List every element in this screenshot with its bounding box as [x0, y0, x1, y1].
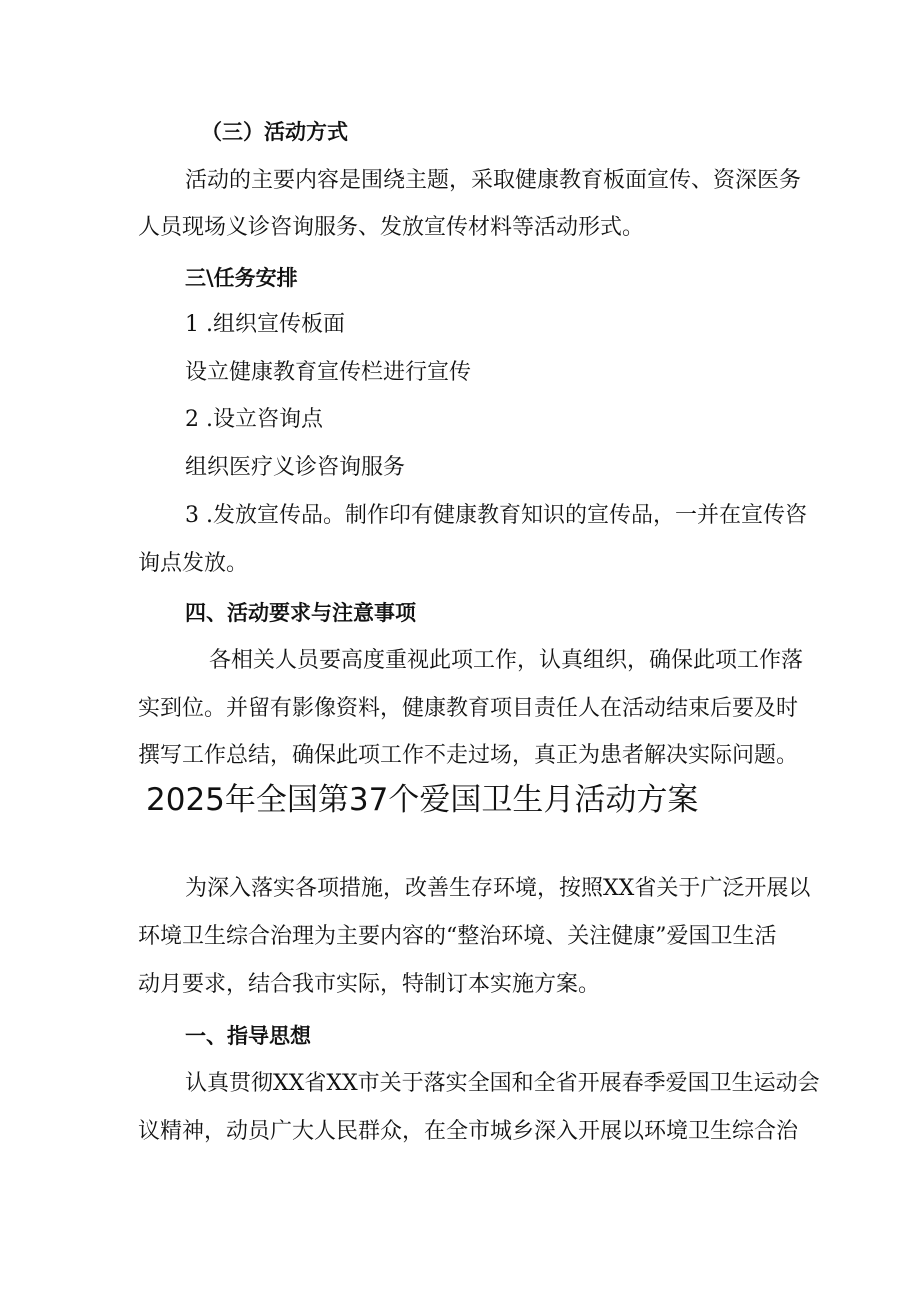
paragraph-line: 各相关人员要高度重视此项工作，认真组织，确保此项工作落 [209, 648, 804, 673]
list-item-2: 2 .设立咨询点 [185, 407, 323, 432]
paragraph-line: 实到位。并留有影像资料，健康教育项目责任人在活动结束后要及时 [138, 696, 799, 721]
paragraph-line: 认真贯彻XX省XX市关于落实全国和全省开展春季爱国卫生运动会 [185, 1071, 820, 1096]
paragraph-line: 环境卫生综合治理为主要内容的“整治环境、关注健康”爱国卫生活 [138, 924, 777, 949]
paragraph-line: 活动的主要内容是围绕主题，采取健康教育板面宣传、资深医务 [185, 168, 802, 193]
list-item-1: 1 .组织宣传板面 [185, 312, 345, 337]
paragraph-line: 议精神，动员广大人民群众，在全市城乡深入开展以环境卫生综合治 [138, 1119, 799, 1144]
paragraph-line: 动月要求，结合我市实际，特制订本实施方案。 [138, 972, 601, 997]
section-heading-tasks: 三\任务安排 [185, 266, 298, 290]
paragraph-line: 人员现场义诊咨询服务、发放宣传材料等活动形式。 [138, 215, 645, 240]
paragraph-line: 撰写工作总结，确保此项工作不走过场，真正为患者解决实际问题。 [138, 743, 799, 768]
paragraph-line: 询点发放。 [138, 551, 249, 576]
paragraph-line: 为深入落实各项措施，改善生存环境，按照XX省关于广泛开展以 [185, 876, 811, 901]
list-item-3: 3 .发放宣传品。制作印有健康教育知识的宣传品，一并在宣传咨 [185, 503, 807, 528]
document-title: 2025年全国第37个爱国卫生月活动方案 [146, 782, 699, 818]
section-heading-requirements: 四、活动要求与注意事项 [185, 601, 416, 625]
section-heading-activity-method: （三）活动方式 [201, 120, 348, 144]
paragraph-line: 组织医疗义诊咨询服务 [185, 455, 406, 480]
section-heading-guiding-ideology: 一、指导思想 [185, 1024, 311, 1048]
paragraph-line: 设立健康教育宣传栏进行宣传 [185, 360, 472, 385]
